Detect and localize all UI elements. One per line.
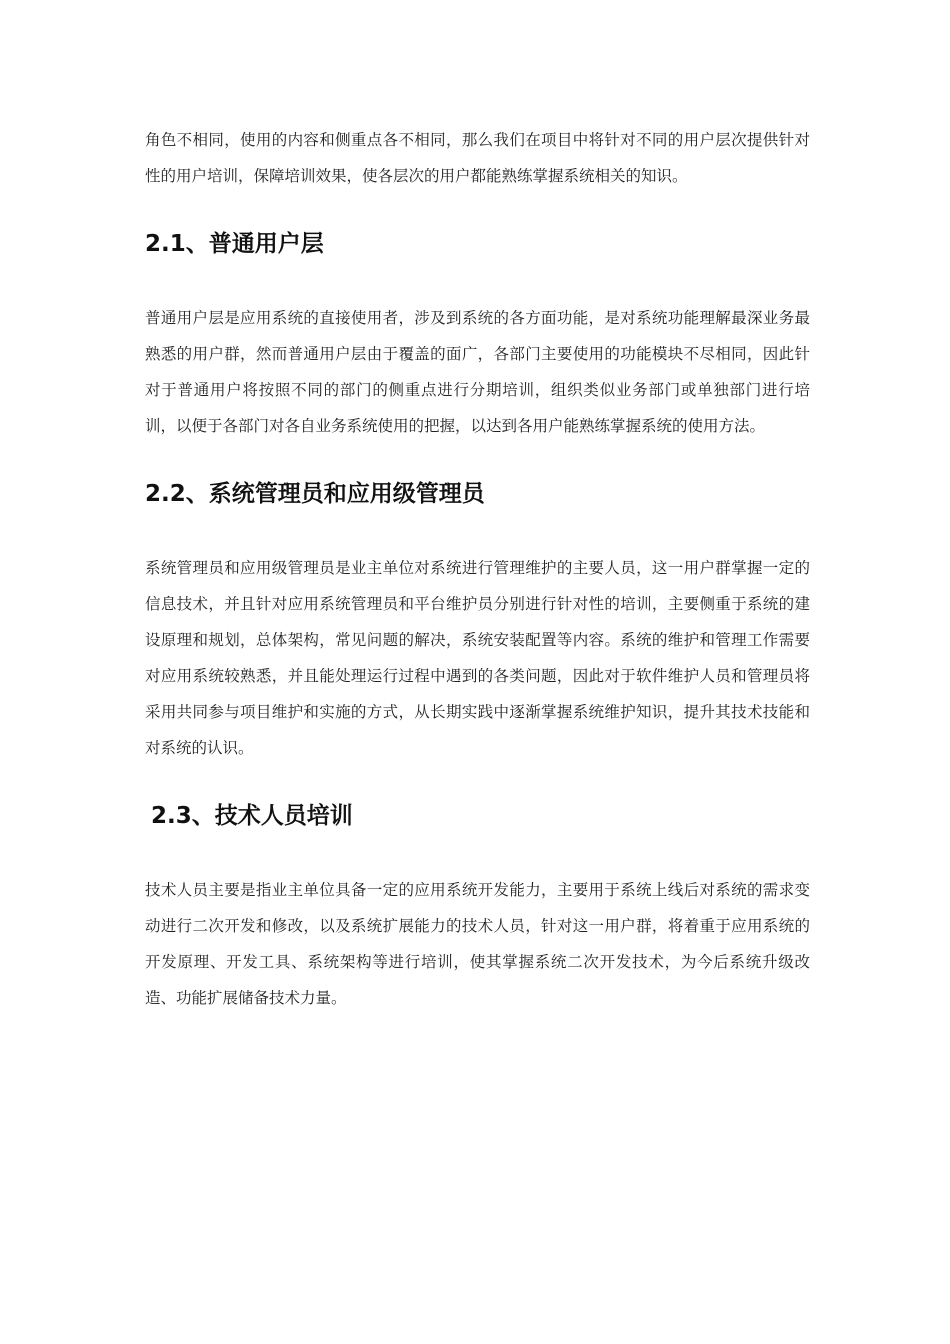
section-heading-2-1: 2.1、普通用户层: [145, 231, 324, 257]
section-heading-2-2: 2.2、系统管理员和应用级管理员: [145, 481, 485, 507]
section-paragraph-2-3: 技术人员主要是指业主单位具备一定的应用系统开发能力，主要用于系统上线后对系统的需求变动进行二次开发和修改，以及系统扩展能力的技术人员，针对这一用户群，将着重于应用系统的开发原理、开发工具、系统架构等进行培训，使其掌握系统二次开发技术，为今后系统升级改造、功能扩展储备技术力量。: [145, 881, 810, 1007]
section-paragraph-2-1: 普通用户层是应用系统的直接使用者，涉及到系统的各方面功能，是对系统功能理解最深业务最熟悉的用户群，然而普通用户层由于覆盖的面广，各部门主要使用的功能模块不尽相同，因此针对于普通用户将按照不同的部门的侧重点进行分期培训，组织类似业务部门或单独部门进行培训，以便于各部门对各自业务系统使用的把握，以达到各用户能熟练掌握系统的使用方法。: [145, 309, 810, 435]
section-heading-2-3: 2.3、技术人员培训: [151, 803, 353, 829]
document-body: [145, 122, 810, 1016]
section-paragraph-2-2: 系统管理员和应用级管理员是业主单位对系统进行管理维护的主要人员，这一用户群掌握一定的信息技术，并且针对应用系统管理员和平台维护员分别进行针对性的培训，主要侧重于系统的建设原理和规划，总体架构，常见问题的解决，系统安装配置等内容。系统的维护和管理工作需要对应用系统较熟悉，并且能处理运行过程中遇到的各类问题，因此对于软件维护人员和管理员将采用共同参与项目维护和实施的方式，从长期实践中逐渐掌握系统维护知识，提升其技术技能和对系统的认识。: [145, 559, 810, 757]
intro-paragraph: 角色不相同，使用的内容和侧重点各不相同，那么我们在项目中将针对不同的用户层次提供针对性的用户培训，保障培训效果，使各层次的用户都能熟练掌握系统相关的知识。: [145, 131, 810, 185]
